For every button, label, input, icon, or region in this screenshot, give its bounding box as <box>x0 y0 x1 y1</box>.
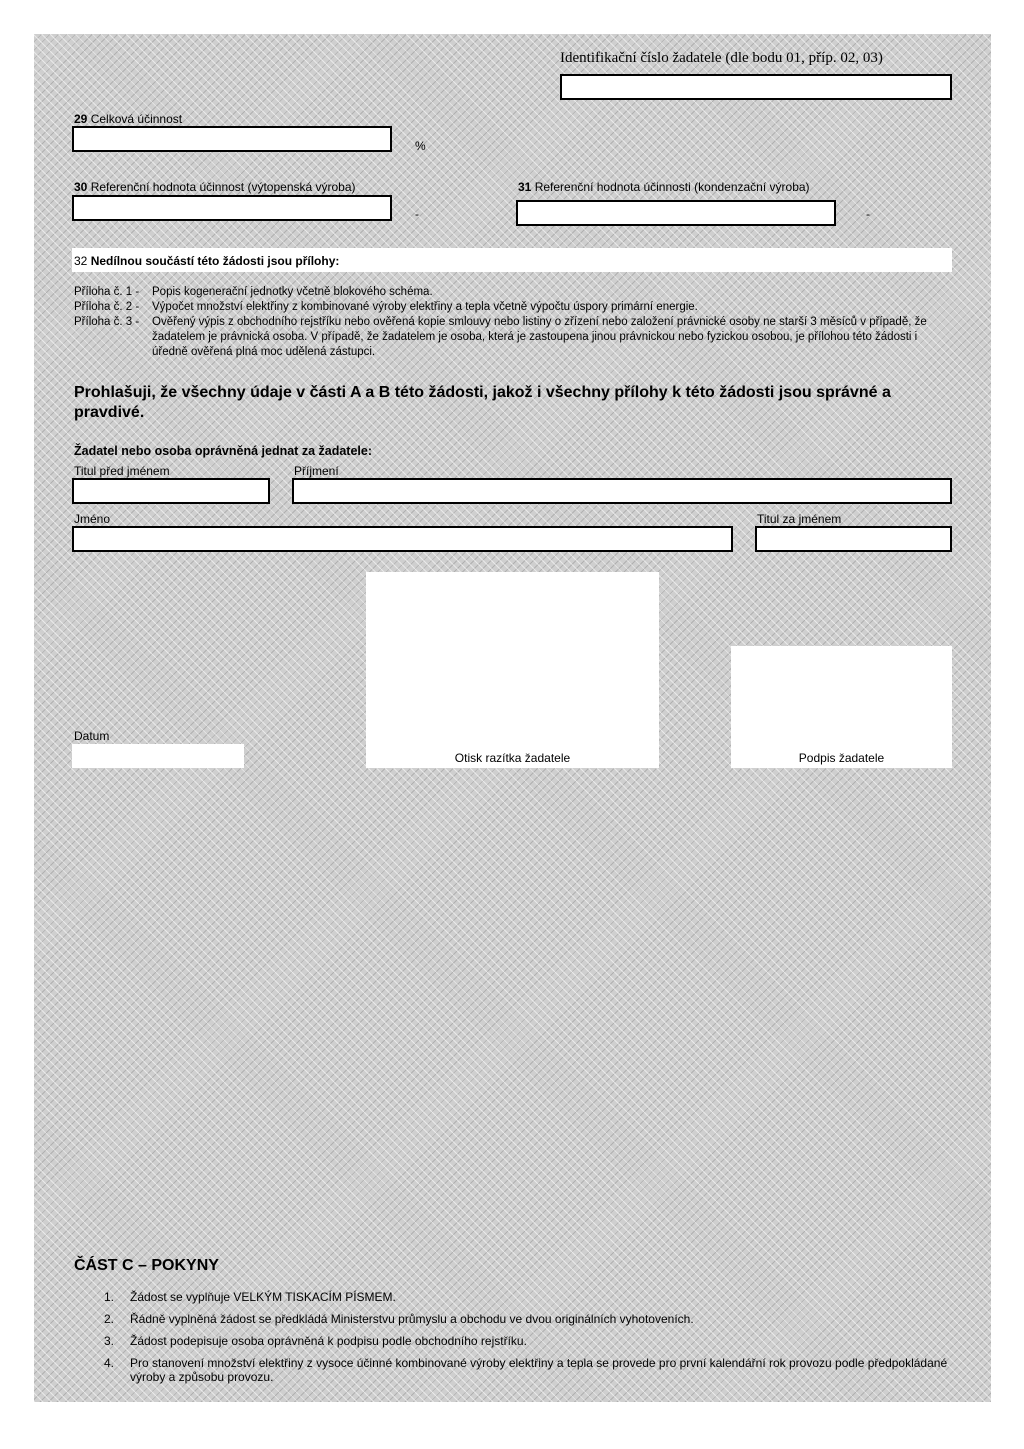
attachment-item <box>74 285 942 300</box>
field-31-unit: - <box>866 207 870 221</box>
attachment-text: Popis kogenerační jednotky včetně blokového schéma. <box>152 286 433 298</box>
reference-heating-efficiency-input[interactable] <box>72 195 392 221</box>
attachments-list <box>74 285 942 360</box>
instruction-text: Žádost podepisuje osoba oprávněná k podpisu podle obchodního rejstříku. <box>130 1334 527 1348</box>
field-29-text: Celková účinnost <box>90 112 183 126</box>
stamp-label: Otisk razítka žadatele <box>454 751 571 765</box>
percent-unit: % <box>415 139 426 153</box>
field-31-label <box>518 180 810 194</box>
applicant-id-field[interactable] <box>560 74 952 100</box>
instruction-text: Žádost se vyplňuje VELKÝM TISKACÍM PÍSMEM. <box>130 1290 396 1304</box>
signature-area[interactable] <box>731 646 952 768</box>
surname-input[interactable] <box>292 478 952 504</box>
first-name-input[interactable] <box>72 526 733 552</box>
instruction-text: Řádně vyplněná žádost se předkládá Ministerstvu průmyslu a obchodu ve dvou originálních vyhotoveních. <box>130 1312 694 1326</box>
attachments-number: 32 <box>74 254 88 268</box>
instruction-item <box>74 1356 954 1384</box>
instruction-number: 4. <box>104 1356 115 1370</box>
stamp-area[interactable] <box>366 572 659 768</box>
title-before-input[interactable] <box>72 478 270 504</box>
attachment-key: Příloha č. 1 - <box>74 286 140 298</box>
field-31-number: 31 <box>518 180 532 194</box>
instruction-number: 3. <box>104 1334 115 1348</box>
total-efficiency-input[interactable] <box>72 126 392 152</box>
attachment-item <box>74 300 942 315</box>
attachment-item <box>74 315 942 360</box>
reference-condensing-efficiency-input[interactable] <box>516 200 836 226</box>
attachments-title-text: Nedílnou součástí této žádosti jsou přílohy: <box>90 254 340 268</box>
instructions-list <box>74 1290 954 1392</box>
field-30-number: 30 <box>74 180 88 194</box>
field-29-label <box>74 112 182 126</box>
instructions-heading: ČÁST C – POKYNY <box>74 1257 219 1274</box>
date-label: Datum <box>74 729 110 743</box>
instruction-item <box>74 1290 954 1304</box>
surname-label: Příjmení <box>294 464 339 478</box>
instruction-item <box>74 1312 954 1326</box>
title-after-input[interactable] <box>755 526 952 552</box>
declaration-text: Prohlašuji, že všechny údaje v části A a B této žádosti, jakož i všechny přílohy k této žádosti jsou správné a pravdivé. <box>74 384 891 421</box>
field-31-text: Referenční hodnota účinnosti (kondenzační výroba) <box>534 180 810 194</box>
attachment-key: Příloha č. 2 - <box>74 301 140 313</box>
attachment-key: Příloha č. 3 - <box>74 316 140 328</box>
field-29-number: 29 <box>74 112 88 126</box>
title-after-label: Titul za jménem <box>757 512 842 526</box>
attachments-title <box>74 254 339 268</box>
instruction-number: 2. <box>104 1312 115 1326</box>
instruction-item <box>74 1334 954 1348</box>
instruction-number: 1. <box>104 1290 115 1304</box>
applicant-heading: Žadatel nebo osoba oprávněná jednat za žadatele: <box>74 444 372 458</box>
instruction-text: Pro stanovení množství elektřiny z vysoce účinné kombinované výroby elektřiny a tepla se provede pro první kalendářní rok provozu podle předpokládané výroby a způsobu provozu. <box>130 1356 948 1384</box>
field-30-unit: - <box>415 207 419 221</box>
applicant-id-label: Identifikační číslo žadatele (dle bodu 01, příp. 02, 03) <box>560 50 883 66</box>
date-field[interactable] <box>72 744 244 768</box>
field-30-label <box>74 180 356 194</box>
signature-label: Podpis žadatele <box>798 751 885 765</box>
field-30-text: Referenční hodnota účinnost (výtopenská výroba) <box>90 180 356 194</box>
attachment-text: Výpočet množství elektřiny z kombinované výroby elektřiny a tepla včetně výpočtu úspory primární energie. <box>152 301 698 313</box>
attachment-text: Ověřený výpis z obchodního rejstříku nebo ověřená kopie smlouvy nebo listiny o zřízení nebo založení právnické osoby ne starší 3 měsíců v případě, že žadatelem je právnická osoba. V případě, že žadatelem je osoba, která je zastoupena jinou právnickou nebo fyzickou osobou, je přílohou této žádosti i úředně ověřená plná moc udělená zástupci. <box>152 316 927 358</box>
first-name-label: Jméno <box>74 512 111 526</box>
title-before-label: Titul před jménem <box>74 464 170 478</box>
